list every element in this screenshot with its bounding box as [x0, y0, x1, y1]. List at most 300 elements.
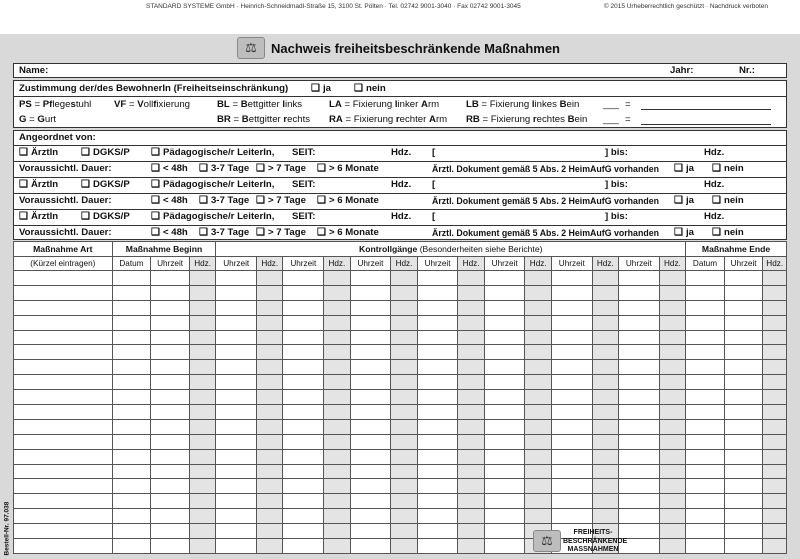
table-cell[interactable] — [592, 405, 618, 420]
table-cell[interactable] — [216, 315, 257, 330]
table-cell[interactable] — [112, 300, 151, 315]
table-cell[interactable] — [216, 330, 257, 345]
table-cell[interactable] — [283, 315, 324, 330]
table-cell[interactable] — [763, 285, 787, 300]
table-cell[interactable] — [257, 390, 283, 405]
paed-checkbox[interactable]: ❑ Pädagogische/r LeiterIn, — [151, 211, 274, 223]
table-cell[interactable] — [484, 360, 525, 375]
doc-nein-checkbox[interactable]: ❑ nein — [712, 227, 744, 239]
table-cell[interactable] — [592, 449, 618, 464]
table-cell[interactable] — [551, 300, 592, 315]
table-cell[interactable] — [112, 360, 151, 375]
table-cell[interactable] — [619, 494, 660, 509]
table-cell[interactable] — [14, 390, 113, 405]
table-cell[interactable] — [686, 419, 725, 434]
table-cell[interactable] — [112, 464, 151, 479]
blank-line-2[interactable] — [641, 124, 771, 125]
table-cell[interactable] — [417, 405, 458, 420]
table-cell[interactable] — [350, 285, 391, 300]
table-cell[interactable] — [216, 405, 257, 420]
table-cell[interactable] — [659, 360, 685, 375]
table-cell[interactable] — [391, 315, 417, 330]
table-cell[interactable] — [525, 285, 551, 300]
duration-7-checkbox[interactable]: ❑ > 7 Tage — [256, 163, 306, 175]
table-cell[interactable] — [417, 375, 458, 390]
table-cell[interactable] — [484, 345, 525, 360]
table-cell[interactable] — [659, 494, 685, 509]
dgks-checkbox[interactable]: ❑ DGKS/P — [81, 147, 130, 159]
table-cell[interactable] — [724, 390, 763, 405]
aerztin-checkbox[interactable]: ❑ ÄrztIn — [19, 147, 58, 159]
table-cell[interactable] — [592, 315, 618, 330]
duration-3-7-checkbox[interactable]: ❑ 3-7 Tage — [199, 195, 249, 207]
table-cell[interactable] — [350, 479, 391, 494]
table-cell[interactable] — [659, 315, 685, 330]
consent-ja-checkbox[interactable]: ❑ ja — [311, 83, 331, 95]
table-cell[interactable] — [551, 390, 592, 405]
table-cell[interactable] — [324, 479, 350, 494]
table-cell[interactable] — [525, 330, 551, 345]
table-cell[interactable] — [350, 375, 391, 390]
table-cell[interactable] — [551, 494, 592, 509]
paed-checkbox[interactable]: ❑ Pädagogische/r LeiterIn, — [151, 179, 274, 191]
table-cell[interactable] — [324, 285, 350, 300]
table-cell[interactable] — [686, 375, 725, 390]
table-cell[interactable] — [216, 434, 257, 449]
table-cell[interactable] — [619, 345, 660, 360]
table-cell[interactable] — [257, 405, 283, 420]
table-cell[interactable] — [189, 405, 215, 420]
table-cell[interactable] — [324, 464, 350, 479]
table-cell[interactable] — [458, 271, 484, 286]
table-cell[interactable] — [417, 330, 458, 345]
table-cell[interactable] — [525, 271, 551, 286]
table-cell[interactable] — [151, 360, 190, 375]
table-cell[interactable] — [686, 494, 725, 509]
table-cell[interactable] — [458, 449, 484, 464]
table-cell[interactable] — [724, 509, 763, 524]
table-cell[interactable] — [551, 449, 592, 464]
table-cell[interactable] — [417, 524, 458, 539]
table-cell[interactable] — [283, 524, 324, 539]
table-cell[interactable] — [14, 464, 113, 479]
table-cell[interactable] — [14, 315, 113, 330]
table-cell[interactable] — [686, 434, 725, 449]
table-cell[interactable] — [257, 330, 283, 345]
table-cell[interactable] — [484, 405, 525, 420]
table-cell[interactable] — [216, 375, 257, 390]
table-cell[interactable] — [763, 405, 787, 420]
table-cell[interactable] — [216, 285, 257, 300]
table-cell[interactable] — [151, 449, 190, 464]
table-cell[interactable] — [391, 330, 417, 345]
doc-ja-checkbox[interactable]: ❑ ja — [674, 163, 694, 175]
table-cell[interactable] — [216, 494, 257, 509]
table-cell[interactable] — [391, 419, 417, 434]
table-cell[interactable] — [484, 419, 525, 434]
table-cell[interactable] — [417, 434, 458, 449]
table-cell[interactable] — [151, 419, 190, 434]
table-cell[interactable] — [391, 345, 417, 360]
table-cell[interactable] — [350, 300, 391, 315]
table-cell[interactable] — [283, 419, 324, 434]
table-cell[interactable] — [216, 464, 257, 479]
table-cell[interactable] — [724, 449, 763, 464]
table-cell[interactable] — [257, 360, 283, 375]
table-cell[interactable] — [112, 271, 151, 286]
table-cell[interactable] — [216, 360, 257, 375]
table-cell[interactable] — [592, 360, 618, 375]
table-cell[interactable] — [484, 285, 525, 300]
table-cell[interactable] — [257, 300, 283, 315]
table-cell[interactable] — [619, 285, 660, 300]
table-cell[interactable] — [283, 360, 324, 375]
table-cell[interactable] — [350, 509, 391, 524]
table-cell[interactable] — [659, 479, 685, 494]
table-cell[interactable] — [391, 390, 417, 405]
table-cell[interactable] — [686, 509, 725, 524]
table-cell[interactable] — [592, 271, 618, 286]
table-cell[interactable] — [324, 434, 350, 449]
table-cell[interactable] — [619, 524, 660, 539]
table-cell[interactable] — [763, 434, 787, 449]
table-cell[interactable] — [484, 449, 525, 464]
table-cell[interactable] — [216, 345, 257, 360]
table-cell[interactable] — [189, 375, 215, 390]
table-cell[interactable] — [283, 375, 324, 390]
table-cell[interactable] — [619, 419, 660, 434]
table-cell[interactable] — [112, 419, 151, 434]
table-cell[interactable] — [391, 405, 417, 420]
table-cell[interactable] — [763, 330, 787, 345]
table-cell[interactable] — [350, 345, 391, 360]
table-cell[interactable] — [112, 494, 151, 509]
table-cell[interactable] — [619, 330, 660, 345]
table-cell[interactable] — [417, 479, 458, 494]
doc-nein-checkbox[interactable]: ❑ nein — [712, 195, 744, 207]
duration-6m-checkbox[interactable]: ❑ > 6 Monate — [317, 195, 379, 207]
table-cell[interactable] — [659, 285, 685, 300]
table-cell[interactable] — [283, 434, 324, 449]
table-cell[interactable] — [659, 375, 685, 390]
table-cell[interactable] — [14, 509, 113, 524]
table-cell[interactable] — [763, 494, 787, 509]
table-cell[interactable] — [417, 360, 458, 375]
table-cell[interactable] — [112, 315, 151, 330]
table-cell[interactable] — [112, 479, 151, 494]
table-cell[interactable] — [659, 539, 685, 554]
table-cell[interactable] — [592, 434, 618, 449]
table-cell[interactable] — [216, 524, 257, 539]
table-cell[interactable] — [659, 449, 685, 464]
table-cell[interactable] — [151, 345, 190, 360]
table-cell[interactable] — [324, 494, 350, 509]
table-cell[interactable] — [525, 345, 551, 360]
table-cell[interactable] — [324, 360, 350, 375]
table-cell[interactable] — [525, 479, 551, 494]
table-cell[interactable] — [484, 315, 525, 330]
table-cell[interactable] — [324, 375, 350, 390]
table-cell[interactable] — [14, 360, 113, 375]
table-cell[interactable] — [350, 434, 391, 449]
table-cell[interactable] — [324, 539, 350, 554]
table-cell[interactable] — [112, 434, 151, 449]
table-cell[interactable] — [14, 524, 113, 539]
aerztin-checkbox[interactable]: ❑ ÄrztIn — [19, 179, 58, 191]
table-cell[interactable] — [283, 494, 324, 509]
table-cell[interactable] — [619, 509, 660, 524]
table-cell[interactable] — [484, 271, 525, 286]
duration-48h-checkbox[interactable]: ❑ < 48h — [151, 195, 188, 207]
table-cell[interactable] — [257, 285, 283, 300]
table-cell[interactable] — [484, 539, 525, 554]
table-cell[interactable] — [458, 285, 484, 300]
table-cell[interactable] — [686, 524, 725, 539]
table-cell[interactable] — [484, 524, 525, 539]
table-cell[interactable] — [324, 405, 350, 420]
table-cell[interactable] — [216, 271, 257, 286]
table-cell[interactable] — [484, 479, 525, 494]
table-cell[interactable] — [763, 375, 787, 390]
table-cell[interactable] — [686, 539, 725, 554]
table-cell[interactable] — [350, 405, 391, 420]
table-cell[interactable] — [686, 479, 725, 494]
table-cell[interactable] — [619, 271, 660, 286]
table-cell[interactable] — [112, 375, 151, 390]
table-cell[interactable] — [763, 300, 787, 315]
table-cell[interactable] — [592, 285, 618, 300]
table-cell[interactable] — [551, 345, 592, 360]
table-cell[interactable] — [189, 271, 215, 286]
table-cell[interactable] — [112, 390, 151, 405]
table-cell[interactable] — [484, 434, 525, 449]
table-cell[interactable] — [350, 449, 391, 464]
table-cell[interactable] — [257, 315, 283, 330]
table-cell[interactable] — [283, 285, 324, 300]
table-cell[interactable] — [525, 360, 551, 375]
table-cell[interactable] — [324, 390, 350, 405]
table-cell[interactable] — [686, 360, 725, 375]
paed-checkbox[interactable]: ❑ Pädagogische/r LeiterIn, — [151, 147, 274, 159]
table-cell[interactable] — [763, 419, 787, 434]
table-cell[interactable] — [14, 285, 113, 300]
duration-3-7-checkbox[interactable]: ❑ 3-7 Tage — [199, 163, 249, 175]
table-cell[interactable] — [458, 494, 484, 509]
table-cell[interactable] — [216, 300, 257, 315]
table-cell[interactable] — [763, 360, 787, 375]
table-cell[interactable] — [458, 390, 484, 405]
table-cell[interactable] — [391, 285, 417, 300]
table-cell[interactable] — [391, 464, 417, 479]
duration-3-7-checkbox[interactable]: ❑ 3-7 Tage — [199, 227, 249, 239]
table-cell[interactable] — [283, 390, 324, 405]
table-cell[interactable] — [525, 434, 551, 449]
table-cell[interactable] — [391, 509, 417, 524]
table-cell[interactable] — [189, 419, 215, 434]
table-cell[interactable] — [551, 360, 592, 375]
table-cell[interactable] — [619, 464, 660, 479]
table-cell[interactable] — [592, 419, 618, 434]
dgks-checkbox[interactable]: ❑ DGKS/P — [81, 179, 130, 191]
table-cell[interactable] — [189, 390, 215, 405]
table-cell[interactable] — [592, 330, 618, 345]
table-cell[interactable] — [686, 390, 725, 405]
table-cell[interactable] — [112, 539, 151, 554]
table-cell[interactable] — [391, 434, 417, 449]
table-cell[interactable] — [151, 464, 190, 479]
table-cell[interactable] — [659, 464, 685, 479]
table-cell[interactable] — [324, 345, 350, 360]
table-cell[interactable] — [484, 330, 525, 345]
doc-nein-checkbox[interactable]: ❑ nein — [712, 163, 744, 175]
duration-48h-checkbox[interactable]: ❑ < 48h — [151, 163, 188, 175]
table-cell[interactable] — [324, 449, 350, 464]
table-cell[interactable] — [551, 419, 592, 434]
table-cell[interactable] — [112, 524, 151, 539]
table-cell[interactable] — [619, 405, 660, 420]
table-cell[interactable] — [14, 449, 113, 464]
table-cell[interactable] — [619, 300, 660, 315]
table-cell[interactable] — [283, 464, 324, 479]
table-cell[interactable] — [592, 375, 618, 390]
table-cell[interactable] — [350, 315, 391, 330]
table-cell[interactable] — [324, 271, 350, 286]
table-cell[interactable] — [189, 285, 215, 300]
table-cell[interactable] — [619, 434, 660, 449]
table-cell[interactable] — [391, 524, 417, 539]
table-cell[interactable] — [391, 539, 417, 554]
table-cell[interactable] — [189, 330, 215, 345]
table-cell[interactable] — [391, 479, 417, 494]
table-cell[interactable] — [686, 345, 725, 360]
table-cell[interactable] — [659, 405, 685, 420]
table-cell[interactable] — [417, 539, 458, 554]
table-cell[interactable] — [14, 434, 113, 449]
table-cell[interactable] — [283, 345, 324, 360]
table-cell[interactable] — [724, 285, 763, 300]
table-cell[interactable] — [14, 479, 113, 494]
table-cell[interactable] — [14, 300, 113, 315]
table-cell[interactable] — [283, 449, 324, 464]
table-cell[interactable] — [686, 449, 725, 464]
table-cell[interactable] — [189, 494, 215, 509]
table-cell[interactable] — [525, 464, 551, 479]
table-cell[interactable] — [189, 509, 215, 524]
table-cell[interactable] — [724, 434, 763, 449]
table-cell[interactable] — [551, 375, 592, 390]
table-cell[interactable] — [189, 449, 215, 464]
table-cell[interactable] — [724, 405, 763, 420]
duration-7-checkbox[interactable]: ❑ > 7 Tage — [256, 195, 306, 207]
table-cell[interactable] — [216, 390, 257, 405]
table-cell[interactable] — [283, 330, 324, 345]
table-cell[interactable] — [257, 494, 283, 509]
table-cell[interactable] — [417, 300, 458, 315]
table-cell[interactable] — [659, 390, 685, 405]
table-cell[interactable] — [324, 315, 350, 330]
table-cell[interactable] — [484, 494, 525, 509]
table-cell[interactable] — [525, 300, 551, 315]
table-cell[interactable] — [151, 509, 190, 524]
table-cell[interactable] — [151, 539, 190, 554]
table-cell[interactable] — [458, 300, 484, 315]
table-cell[interactable] — [151, 285, 190, 300]
table-cell[interactable] — [151, 405, 190, 420]
table-cell[interactable] — [112, 345, 151, 360]
table-cell[interactable] — [592, 345, 618, 360]
table-cell[interactable] — [350, 464, 391, 479]
table-cell[interactable] — [686, 405, 725, 420]
table-cell[interactable] — [686, 330, 725, 345]
duration-6m-checkbox[interactable]: ❑ > 6 Monate — [317, 227, 379, 239]
table-cell[interactable] — [350, 330, 391, 345]
table-cell[interactable] — [14, 330, 113, 345]
table-cell[interactable] — [551, 509, 592, 524]
table-cell[interactable] — [350, 360, 391, 375]
table-cell[interactable] — [619, 479, 660, 494]
table-cell[interactable] — [14, 271, 113, 286]
table-cell[interactable] — [324, 419, 350, 434]
table-cell[interactable] — [189, 524, 215, 539]
table-cell[interactable] — [724, 539, 763, 554]
table-cell[interactable] — [283, 509, 324, 524]
table-cell[interactable] — [151, 271, 190, 286]
table-cell[interactable] — [14, 419, 113, 434]
table-cell[interactable] — [525, 315, 551, 330]
table-cell[interactable] — [525, 449, 551, 464]
table-cell[interactable] — [257, 271, 283, 286]
table-cell[interactable] — [417, 390, 458, 405]
table-cell[interactable] — [724, 464, 763, 479]
table-cell[interactable] — [112, 405, 151, 420]
table-cell[interactable] — [659, 509, 685, 524]
duration-7-checkbox[interactable]: ❑ > 7 Tage — [256, 227, 306, 239]
table-cell[interactable] — [724, 494, 763, 509]
table-cell[interactable] — [724, 479, 763, 494]
table-cell[interactable] — [619, 360, 660, 375]
table-cell[interactable] — [525, 405, 551, 420]
table-cell[interactable] — [458, 539, 484, 554]
table-cell[interactable] — [458, 330, 484, 345]
table-cell[interactable] — [257, 434, 283, 449]
table-cell[interactable] — [417, 464, 458, 479]
table-cell[interactable] — [189, 464, 215, 479]
table-cell[interactable] — [350, 539, 391, 554]
table-cell[interactable] — [14, 345, 113, 360]
table-cell[interactable] — [151, 494, 190, 509]
table-cell[interactable] — [189, 479, 215, 494]
table-cell[interactable] — [724, 375, 763, 390]
table-cell[interactable] — [484, 390, 525, 405]
table-cell[interactable] — [551, 434, 592, 449]
table-cell[interactable] — [551, 464, 592, 479]
table-cell[interactable] — [216, 449, 257, 464]
table-cell[interactable] — [592, 390, 618, 405]
table-cell[interactable] — [484, 300, 525, 315]
duration-48h-checkbox[interactable]: ❑ < 48h — [151, 227, 188, 239]
table-cell[interactable] — [189, 360, 215, 375]
table-cell[interactable] — [525, 509, 551, 524]
table-cell[interactable] — [324, 330, 350, 345]
table-cell[interactable] — [724, 345, 763, 360]
table-cell[interactable] — [257, 479, 283, 494]
table-cell[interactable] — [458, 345, 484, 360]
table-cell[interactable] — [391, 494, 417, 509]
table-cell[interactable] — [763, 315, 787, 330]
table-cell[interactable] — [525, 419, 551, 434]
table-cell[interactable] — [763, 479, 787, 494]
table-cell[interactable] — [189, 300, 215, 315]
